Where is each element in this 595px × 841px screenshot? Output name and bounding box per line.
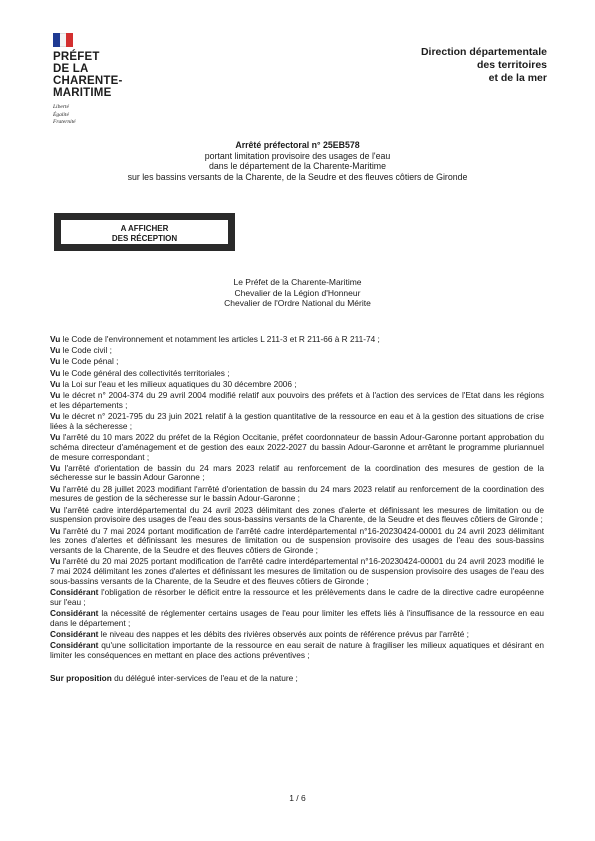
decree-title bbox=[0, 140, 595, 182]
paragraph-text: l'obligation de résorber le déficit entre la ressource et les prélèvements dans le cadre de la directive cadre européenne sur l'eau ; bbox=[50, 587, 544, 607]
paragraph-lead: Vu bbox=[50, 378, 61, 389]
paragraph-text: la Loi sur l'eau et les milieux aquatiques du 30 décembre 2006 ; bbox=[60, 378, 297, 389]
visa-paragraph bbox=[50, 506, 544, 526]
paragraph-lead: Vu bbox=[50, 367, 61, 378]
display-stamp: A AFFICHER DES RÉCEPTION bbox=[54, 213, 235, 251]
paragraph-text: la nécessité de réglementer certains usages de l'eau pour limiter les effets liés à l'insuffisance de la ressource en eau dans le département ; bbox=[50, 608, 544, 628]
visa-paragraph bbox=[50, 464, 544, 484]
paragraph-lead: Vu bbox=[50, 345, 61, 356]
prefet-titles: Le Préfet de la Charente-Maritime Chevalier de la Légion d'Honneur Chevalier de l'Ordre National du Mérite bbox=[224, 277, 371, 308]
paragraph-lead: Vu bbox=[50, 431, 61, 442]
decree-subtitle: sur les bassins versants de la Charente, de la Seudre et des fleuves côtiers de Gironde bbox=[127, 171, 468, 182]
paragraph-text: l'arrêté cadre interdépartemental du 24 avril 2023 délimitant des zones d'alerte et définissant les mesures de limitation ou de suspension provisoire des usages de l'eau des sous-bassins versants de la Charente, de la Seudre et des fleuves côtiers de Gironde ; bbox=[50, 504, 544, 525]
paragraph-lead: Considérant bbox=[50, 640, 99, 651]
logo-line: DE LA bbox=[53, 63, 89, 75]
paragraph-lead: Vu bbox=[50, 483, 61, 494]
paragraph-text: le Code civil ; bbox=[60, 345, 112, 356]
paragraph-lead: Considérant bbox=[50, 587, 99, 598]
visa-paragraph bbox=[50, 357, 544, 367]
paragraph-text: le Code de l'environnement et notamment les articles L 211-3 et R 211-66 à R 211-74 ; bbox=[60, 334, 380, 344]
visa-paragraph bbox=[50, 433, 544, 462]
logo-line: MARITIME bbox=[53, 87, 112, 99]
visa-paragraph bbox=[50, 557, 544, 586]
paragraph-text: le décret n° 2021-795 du 23 juin 2021 relatif à la gestion quantitative de la ressource en eau et à la gestion des situations de crise liées à la sécheresse ; bbox=[50, 410, 544, 431]
marianne-flag-icon bbox=[53, 33, 73, 47]
proposal-paragraph: Sur proposition du délégué inter-services de l'eau et de la nature ; bbox=[50, 672, 298, 683]
paragraph-lead: Vu bbox=[50, 334, 61, 344]
paragraph-text: le niveau des nappes et les débits des rivières observés aux points de référence prévus par l'arrêté ; bbox=[98, 629, 469, 640]
decree-number: Arrêté préfectoral n° 25EB578 bbox=[235, 140, 360, 150]
paragraph-lead: Vu bbox=[50, 504, 61, 515]
visa-paragraph bbox=[50, 335, 544, 345]
republic-motto: Liberté Égalité Fraternité bbox=[53, 104, 76, 125]
paragraph-lead: Considérant bbox=[50, 608, 99, 619]
paragraph-lead: Vu bbox=[50, 389, 61, 400]
visas-list bbox=[50, 335, 544, 661]
paragraph-text: l'arrêté du 20 mai 2025 portant modification de l'arrêté cadre interdépartemental n°16-20230424-00001 du 24 avril 2023 modifié le 7 mai 2024 délimitant les zones d'alertes et définissant les mesures de limitation ou de suspension provisoire des usages de l'eau des sous-bassins versants de la Charente, de la Seudre et des fleuves côtiers de Gironde ; bbox=[50, 556, 544, 587]
paragraph-lead: Vu bbox=[50, 525, 61, 536]
considering-paragraph bbox=[50, 588, 544, 608]
paragraph-text: le décret n° 2004-374 du 29 avril 2004 modifié relatif aux pouvoirs des préfets et à l'action des services de l'Etat dans les régions et les départements ; bbox=[50, 389, 544, 410]
visa-paragraph bbox=[50, 412, 544, 432]
visa-paragraph bbox=[50, 346, 544, 356]
decree-subtitle: dans le département de la Charente-Maritime bbox=[208, 161, 386, 171]
paragraph-lead: Vu bbox=[50, 556, 61, 567]
visa-paragraph bbox=[50, 391, 544, 411]
paragraph-lead: Vu bbox=[50, 462, 61, 473]
paragraph-text: l'arrêté du 28 juillet 2023 modifiant l'arrêté d'orientation de bassin du 24 mars 2023 relatif au renforcement de la coordination des mesures de gestion de la sécheresse sur le bassin Adour-Garonne ; bbox=[50, 483, 544, 504]
visa-paragraph bbox=[50, 485, 544, 505]
paragraph-text: le Code général des collectivités territoriales ; bbox=[60, 367, 230, 378]
department-header: Direction départementale des territoires et de la mer bbox=[420, 46, 547, 84]
logo-line: PRÉFET bbox=[53, 51, 100, 63]
paragraph-lead: Vu bbox=[50, 356, 61, 367]
visa-paragraph bbox=[50, 380, 544, 390]
logo-line: CHARENTE- bbox=[53, 75, 123, 87]
paragraph-text: l'arrêté du 7 mai 2024 portant modification de l'arrêté cadre interdépartemental n°16-20230424-00001 du 24 avril 2023 délimitant les zones d'alertes et définissant les mesures de limitation ou de suspension provisoire des usages de l'eau des sous-bassins versants de la Charente, de la Seudre et des fleuves côtiers de Gironde ; bbox=[50, 525, 544, 556]
paragraph-lead: Vu bbox=[50, 410, 61, 421]
prefet-logo bbox=[53, 33, 133, 126]
considering-paragraph bbox=[50, 630, 544, 640]
considering-paragraph bbox=[50, 609, 544, 629]
visa-paragraph bbox=[50, 527, 544, 556]
decree-body bbox=[50, 335, 544, 685]
paragraph-text: le Code pénal ; bbox=[60, 356, 119, 367]
paragraph-text: l'arrêté d'orientation de bassin du 24 mars 2023 relatif au renforcement de la coordination des mesures de gestion de la sécheresse sur le bassin Adour Garonne ; bbox=[50, 462, 544, 483]
paragraph-text: qu'une sollicitation importante de la ressource en eau serait de nature à fragiliser les milieux aquatiques et désirant en limiter les conséquences en mettant en place des actions préventives ; bbox=[50, 640, 544, 661]
visa-paragraph bbox=[50, 369, 544, 379]
decree-subtitle: portant limitation provisoire des usages de l'eau bbox=[204, 150, 391, 161]
paragraph-text: l'arrêté du 10 mars 2022 du préfet de la Région Occitanie, préfet coordonnateur de bassin Adour-Garonne portant approbation du schéma directeur d'aménagement et de gestion des eaux 2022-2027 du bassin Adour-Garonne et arrêtant le programme pluriannuel de mesure correspondant ; bbox=[50, 431, 544, 462]
paragraph-lead: Considérant bbox=[50, 629, 99, 640]
page-number: 1 / 6 bbox=[289, 793, 306, 803]
considering-paragraph bbox=[50, 641, 544, 661]
